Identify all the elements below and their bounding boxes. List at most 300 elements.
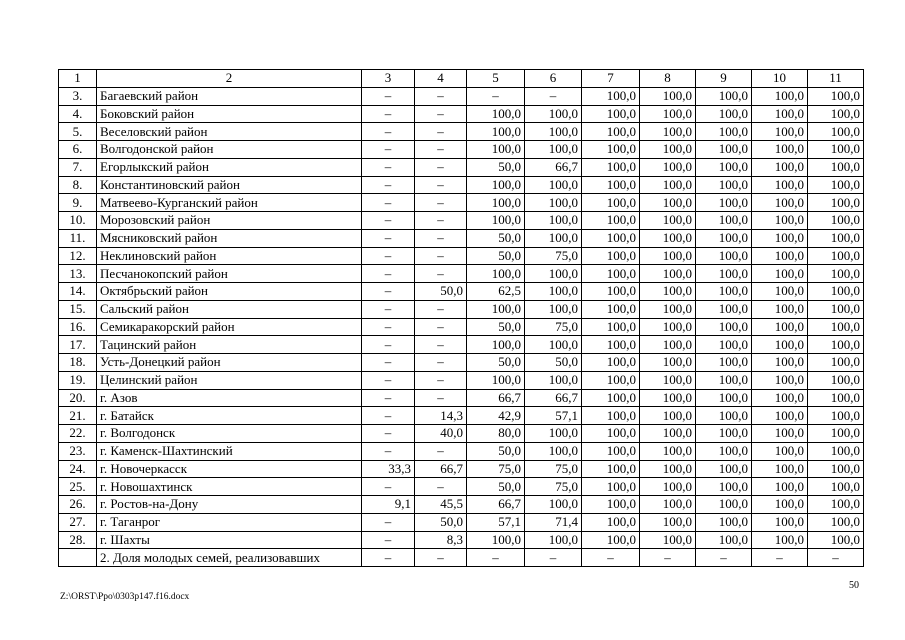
value-cell: 100,0 [808, 478, 864, 496]
value-cell: 100,0 [525, 141, 582, 159]
row-name: Боковский район [97, 105, 362, 123]
value-cell: 9,1 [362, 496, 415, 514]
value-cell: 100,0 [525, 283, 582, 301]
value-cell: 100,0 [582, 354, 640, 372]
row-number: 17. [59, 336, 97, 354]
value-cell: 62,5 [467, 283, 525, 301]
value-cell: 100,0 [582, 407, 640, 425]
value-cell: 100,0 [696, 389, 752, 407]
value-cell: – [640, 549, 696, 567]
value-cell: 100,0 [582, 371, 640, 389]
value-cell: 100,0 [467, 212, 525, 230]
row-name: Волгодонской район [97, 141, 362, 159]
value-cell: 100,0 [525, 265, 582, 283]
value-cell: 100,0 [582, 212, 640, 230]
value-cell: – [415, 176, 467, 194]
value-cell: 100,0 [582, 318, 640, 336]
value-cell: 100,0 [582, 300, 640, 318]
value-cell: 100,0 [640, 496, 696, 514]
value-cell: 66,7 [415, 460, 467, 478]
row-number: 22. [59, 425, 97, 443]
value-cell: – [362, 549, 415, 567]
value-cell: 100,0 [696, 425, 752, 443]
value-cell: 100,0 [640, 265, 696, 283]
row-name: Усть-Донецкий район [97, 354, 362, 372]
row-number: 8. [59, 176, 97, 194]
row-name: г. Ростов-на-Дону [97, 496, 362, 514]
row-number: 27. [59, 513, 97, 531]
column-header: 6 [525, 70, 582, 88]
value-cell: 100,0 [640, 158, 696, 176]
row-number: 9. [59, 194, 97, 212]
column-header: 8 [640, 70, 696, 88]
value-cell: 100,0 [640, 513, 696, 531]
value-cell: – [362, 229, 415, 247]
value-cell: 75,0 [525, 478, 582, 496]
value-cell: – [362, 407, 415, 425]
value-cell: 100,0 [808, 229, 864, 247]
value-cell: 100,0 [808, 531, 864, 549]
column-header: 9 [696, 70, 752, 88]
value-cell: 100,0 [582, 141, 640, 159]
value-cell: – [415, 229, 467, 247]
value-cell: – [415, 318, 467, 336]
value-cell: 100,0 [808, 300, 864, 318]
value-cell: 57,1 [467, 513, 525, 531]
value-cell: – [415, 336, 467, 354]
value-cell: 100,0 [808, 176, 864, 194]
value-cell: 100,0 [752, 354, 808, 372]
table-row [59, 336, 864, 354]
value-cell: 100,0 [525, 194, 582, 212]
row-name: г. Волгодонск [97, 425, 362, 443]
value-cell: 50,0 [467, 158, 525, 176]
value-cell: 80,0 [467, 425, 525, 443]
value-cell: 100,0 [752, 336, 808, 354]
value-cell: 100,0 [640, 442, 696, 460]
value-cell: – [808, 549, 864, 567]
value-cell: 100,0 [696, 176, 752, 194]
value-cell: – [415, 300, 467, 318]
row-name: Семикаракорский район [97, 318, 362, 336]
value-cell: 71,4 [525, 513, 582, 531]
value-cell: – [415, 389, 467, 407]
value-cell: 8,3 [415, 531, 467, 549]
value-cell: 75,0 [525, 460, 582, 478]
row-number: 10. [59, 212, 97, 230]
value-cell: – [415, 549, 467, 567]
value-cell: 100,0 [467, 300, 525, 318]
value-cell: 100,0 [525, 212, 582, 230]
table-row [59, 442, 864, 460]
table-row [59, 176, 864, 194]
table-row [59, 158, 864, 176]
value-cell: 100,0 [752, 478, 808, 496]
table-row [59, 105, 864, 123]
value-cell: 100,0 [582, 478, 640, 496]
value-cell: 100,0 [525, 105, 582, 123]
row-name: г. Новошахтинск [97, 478, 362, 496]
value-cell: 100,0 [752, 442, 808, 460]
table-row [59, 531, 864, 549]
value-cell: 100,0 [582, 123, 640, 141]
value-cell: – [362, 87, 415, 105]
value-cell: 100,0 [582, 336, 640, 354]
value-cell: – [362, 283, 415, 301]
value-cell: 100,0 [640, 531, 696, 549]
row-number: 25. [59, 478, 97, 496]
value-cell: 100,0 [582, 425, 640, 443]
page-number: 50 [849, 580, 859, 591]
value-cell: 100,0 [696, 229, 752, 247]
value-cell: 100,0 [582, 513, 640, 531]
value-cell: 100,0 [696, 318, 752, 336]
value-cell: 100,0 [582, 265, 640, 283]
value-cell: – [415, 478, 467, 496]
value-cell: 100,0 [808, 212, 864, 230]
table-row [59, 371, 864, 389]
value-cell: 50,0 [467, 478, 525, 496]
value-cell: 100,0 [696, 371, 752, 389]
row-number: 19. [59, 371, 97, 389]
row-number: 11. [59, 229, 97, 247]
value-cell: 50,0 [415, 283, 467, 301]
row-number: 3. [59, 87, 97, 105]
value-cell: 100,0 [640, 336, 696, 354]
column-header: 7 [582, 70, 640, 88]
row-name: Сальский район [97, 300, 362, 318]
value-cell: – [362, 478, 415, 496]
value-cell: 100,0 [696, 247, 752, 265]
value-cell: – [362, 336, 415, 354]
value-cell: – [362, 176, 415, 194]
value-cell: 100,0 [640, 300, 696, 318]
table-row [59, 460, 864, 478]
value-cell: 100,0 [640, 105, 696, 123]
value-cell: 100,0 [808, 247, 864, 265]
row-number: 6. [59, 141, 97, 159]
value-cell: 100,0 [808, 336, 864, 354]
value-cell: 100,0 [525, 123, 582, 141]
value-cell: 100,0 [467, 531, 525, 549]
value-cell: – [362, 389, 415, 407]
value-cell: 100,0 [808, 105, 864, 123]
value-cell: – [362, 371, 415, 389]
column-header: 3 [362, 70, 415, 88]
value-cell: 100,0 [467, 141, 525, 159]
table-row [59, 247, 864, 265]
row-number: 16. [59, 318, 97, 336]
value-cell: 100,0 [582, 496, 640, 514]
value-cell: 100,0 [582, 247, 640, 265]
value-cell: 100,0 [582, 158, 640, 176]
value-cell: 100,0 [752, 318, 808, 336]
row-name: г. Шахты [97, 531, 362, 549]
value-cell: 100,0 [582, 87, 640, 105]
table-row [59, 496, 864, 514]
value-cell: – [362, 105, 415, 123]
row-number: 23. [59, 442, 97, 460]
value-cell: 100,0 [752, 389, 808, 407]
value-cell: 100,0 [752, 87, 808, 105]
value-cell: 100,0 [808, 265, 864, 283]
value-cell: 100,0 [696, 407, 752, 425]
value-cell: 100,0 [752, 247, 808, 265]
row-name: Тацинский район [97, 336, 362, 354]
value-cell: 100,0 [808, 158, 864, 176]
row-number: 5. [59, 123, 97, 141]
value-cell: 100,0 [752, 229, 808, 247]
value-cell: – [362, 265, 415, 283]
value-cell: 50,0 [467, 442, 525, 460]
value-cell: 100,0 [640, 371, 696, 389]
value-cell: 50,0 [525, 354, 582, 372]
value-cell: 75,0 [467, 460, 525, 478]
value-cell: 100,0 [525, 229, 582, 247]
value-cell: 100,0 [696, 300, 752, 318]
value-cell: 50,0 [467, 229, 525, 247]
value-cell: – [415, 158, 467, 176]
value-cell: 100,0 [640, 354, 696, 372]
value-cell: 100,0 [640, 194, 696, 212]
table-body [59, 70, 864, 567]
value-cell: 100,0 [696, 283, 752, 301]
value-cell: – [415, 105, 467, 123]
value-cell: – [467, 87, 525, 105]
value-cell: 40,0 [415, 425, 467, 443]
row-name: Багаевский район [97, 87, 362, 105]
value-cell: 33,3 [362, 460, 415, 478]
value-cell: 100,0 [808, 318, 864, 336]
row-number: 14. [59, 283, 97, 301]
value-cell: 100,0 [808, 460, 864, 478]
table-row [59, 513, 864, 531]
value-cell: 100,0 [467, 371, 525, 389]
row-name: Песчанокопский район [97, 265, 362, 283]
value-cell: – [467, 549, 525, 567]
row-number [59, 549, 97, 567]
column-header: 1 [59, 70, 97, 88]
row-number: 21. [59, 407, 97, 425]
value-cell: 100,0 [696, 336, 752, 354]
value-cell: 100,0 [640, 460, 696, 478]
row-number: 18. [59, 354, 97, 372]
value-cell: 100,0 [808, 194, 864, 212]
value-cell: 100,0 [808, 442, 864, 460]
value-cell: – [415, 354, 467, 372]
value-cell: 100,0 [808, 123, 864, 141]
row-number: 4. [59, 105, 97, 123]
row-name: Неклиновский район [97, 247, 362, 265]
row-name: г. Азов [97, 389, 362, 407]
row-name: г. Таганрог [97, 513, 362, 531]
value-cell: 100,0 [752, 123, 808, 141]
value-cell: 100,0 [640, 141, 696, 159]
table-row [59, 300, 864, 318]
value-cell: – [362, 141, 415, 159]
row-name: г. Каменск-Шахтинский [97, 442, 362, 460]
value-cell: 100,0 [640, 283, 696, 301]
value-cell: – [415, 442, 467, 460]
value-cell: 100,0 [640, 212, 696, 230]
column-header: 2 [97, 70, 362, 88]
value-cell: 42,9 [467, 407, 525, 425]
value-cell: 100,0 [696, 194, 752, 212]
row-number: 28. [59, 531, 97, 549]
value-cell: 100,0 [640, 318, 696, 336]
value-cell: 100,0 [696, 141, 752, 159]
value-cell: 100,0 [752, 513, 808, 531]
value-cell: 100,0 [752, 371, 808, 389]
value-cell: 100,0 [640, 87, 696, 105]
table-row [59, 318, 864, 336]
table-row [59, 141, 864, 159]
row-number: 24. [59, 460, 97, 478]
table-header-row [59, 70, 864, 88]
value-cell: 100,0 [808, 87, 864, 105]
value-cell: – [415, 371, 467, 389]
value-cell: 100,0 [696, 442, 752, 460]
value-cell: 100,0 [696, 513, 752, 531]
value-cell: 100,0 [640, 389, 696, 407]
row-number: 7. [59, 158, 97, 176]
value-cell: 100,0 [640, 407, 696, 425]
column-header: 5 [467, 70, 525, 88]
value-cell: 100,0 [696, 531, 752, 549]
value-cell: 100,0 [525, 300, 582, 318]
value-cell: 100,0 [582, 460, 640, 478]
row-number: 20. [59, 389, 97, 407]
file-path: Z:\ORST\Ppo\0303p147.f16.docx [60, 592, 190, 602]
value-cell: 100,0 [582, 105, 640, 123]
value-cell: 14,3 [415, 407, 467, 425]
value-cell: 100,0 [582, 283, 640, 301]
value-cell: 100,0 [582, 229, 640, 247]
value-cell: 50,0 [467, 247, 525, 265]
value-cell: 100,0 [752, 531, 808, 549]
value-cell: – [525, 549, 582, 567]
data-table [58, 69, 864, 567]
value-cell: 100,0 [808, 141, 864, 159]
value-cell: 100,0 [525, 336, 582, 354]
value-cell: 100,0 [752, 283, 808, 301]
row-name: Морозовский район [97, 212, 362, 230]
value-cell: 100,0 [752, 141, 808, 159]
value-cell: 100,0 [525, 425, 582, 443]
value-cell: 100,0 [808, 513, 864, 531]
column-header: 11 [808, 70, 864, 88]
value-cell: 100,0 [640, 247, 696, 265]
value-cell: 45,5 [415, 496, 467, 514]
value-cell: 100,0 [467, 265, 525, 283]
table-row [59, 478, 864, 496]
value-cell: 100,0 [696, 354, 752, 372]
value-cell: 100,0 [640, 123, 696, 141]
value-cell: – [415, 265, 467, 283]
row-name: 2. Доля молодых семей, реализовавших [97, 549, 362, 567]
value-cell: 100,0 [696, 105, 752, 123]
value-cell: 100,0 [525, 176, 582, 194]
value-cell: 100,0 [752, 496, 808, 514]
value-cell: – [415, 141, 467, 159]
value-cell: – [362, 247, 415, 265]
value-cell: 66,7 [525, 158, 582, 176]
value-cell: 66,7 [467, 389, 525, 407]
value-cell: 100,0 [696, 496, 752, 514]
table-row [59, 265, 864, 283]
value-cell: 100,0 [808, 425, 864, 443]
table-row [59, 389, 864, 407]
table-row [59, 549, 864, 567]
value-cell: 100,0 [696, 265, 752, 283]
value-cell: 100,0 [696, 478, 752, 496]
row-name: Константиновский район [97, 176, 362, 194]
value-cell: – [362, 513, 415, 531]
value-cell: 100,0 [467, 336, 525, 354]
row-number: 12. [59, 247, 97, 265]
value-cell: 100,0 [696, 158, 752, 176]
value-cell: 100,0 [752, 176, 808, 194]
row-name: г. Батайск [97, 407, 362, 425]
value-cell: 100,0 [752, 460, 808, 478]
value-cell: 100,0 [582, 389, 640, 407]
value-cell: – [362, 318, 415, 336]
value-cell: 100,0 [525, 496, 582, 514]
value-cell: – [415, 87, 467, 105]
value-cell: – [525, 87, 582, 105]
table-row [59, 354, 864, 372]
column-header: 10 [752, 70, 808, 88]
value-cell: – [415, 123, 467, 141]
value-cell: 100,0 [752, 407, 808, 425]
value-cell: – [362, 425, 415, 443]
value-cell: – [362, 354, 415, 372]
value-cell: – [415, 247, 467, 265]
value-cell: – [696, 549, 752, 567]
row-number: 13. [59, 265, 97, 283]
value-cell: 100,0 [752, 194, 808, 212]
value-cell: 75,0 [525, 318, 582, 336]
value-cell: – [415, 212, 467, 230]
value-cell: 100,0 [752, 105, 808, 123]
value-cell: – [362, 531, 415, 549]
value-cell: 100,0 [467, 123, 525, 141]
value-cell: 75,0 [525, 247, 582, 265]
value-cell: 100,0 [582, 176, 640, 194]
value-cell: – [362, 158, 415, 176]
column-header: 4 [415, 70, 467, 88]
row-number: 26. [59, 496, 97, 514]
row-name: Октябрьский район [97, 283, 362, 301]
value-cell: 100,0 [582, 194, 640, 212]
row-name: Веселовский район [97, 123, 362, 141]
value-cell: 50,0 [467, 318, 525, 336]
value-cell: 100,0 [582, 531, 640, 549]
value-cell: 50,0 [467, 354, 525, 372]
value-cell: 100,0 [696, 87, 752, 105]
table-row [59, 283, 864, 301]
value-cell: 100,0 [808, 283, 864, 301]
value-cell: 100,0 [467, 176, 525, 194]
row-name: Егорлыкский район [97, 158, 362, 176]
value-cell: 100,0 [808, 354, 864, 372]
value-cell: 100,0 [525, 531, 582, 549]
value-cell: 100,0 [752, 425, 808, 443]
value-cell: 100,0 [640, 425, 696, 443]
table-row [59, 212, 864, 230]
value-cell: – [752, 549, 808, 567]
value-cell: – [362, 123, 415, 141]
